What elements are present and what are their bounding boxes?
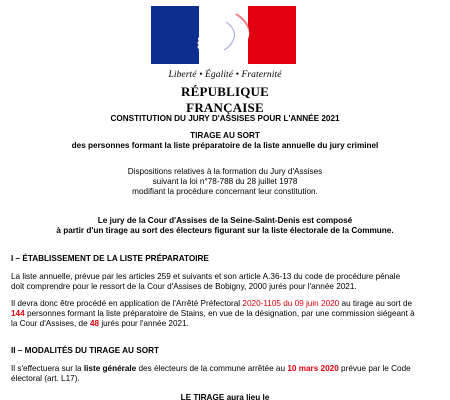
- subtitle-description: des personnes formant la liste préparatoire de la liste annuelle du jury criminel: [71, 141, 379, 150]
- section-2-heading: II – MODALITÉS DU TIRAGE AU SORT: [11, 346, 159, 355]
- subtitle-tirage: TIRAGE AU SORT: [190, 131, 260, 140]
- section-1-paragraph-2-line-1: Il devra donc être procédé en application de l'Arrêté Préfectoral 2020-1105 du 09 juin 2020 au tirage au sort de: [11, 299, 413, 308]
- arrete-reference: 2020-1105 du 09 juin 2020: [242, 299, 340, 308]
- republique-francaise-title: RÉPUBLIQUE FRANÇAISE: [181, 84, 269, 115]
- jures-count: 48: [89, 319, 100, 328]
- marianne-profile-icon: [174, 6, 266, 64]
- section-1-paragraph-2-line-3: la Cour d'Assises, de 48 jurés pour l'année 2021.: [11, 319, 189, 328]
- motto: Liberté • Égalité • Fraternité: [168, 70, 282, 80]
- document-title: CONSTITUTION DU JURY D'ASSISES POUR L'ANNÉE 2021: [110, 114, 340, 123]
- dispositions-line-1: Dispositions relatives à la formation du Jury d'Assises: [127, 167, 323, 176]
- republique-francaise-logo: [146, 6, 304, 115]
- tirage-date-line: LE TIRAGE aura lieu le: [180, 393, 270, 400]
- section-1-paragraph-2-line-2: 144 personnes formant la liste préparatoire de Stains, en vue de la désignation, par une commission siégeant à: [11, 309, 415, 318]
- dispositions-line-3: modifiant la procédure concernant leur constitution.: [132, 187, 318, 196]
- list-date: 10 mars 2020: [287, 364, 339, 373]
- section-1-paragraph-1-line-2: doit comprendre pour le ressort de la Cour d'Assises de Bobigny, 2000 jurés pour l'année 2021.: [11, 282, 357, 291]
- dispositions-line-2: suivant la loi n°78-788 du 28 juillet 1978: [152, 177, 298, 186]
- section-1-heading: I – ÉTABLISSEMENT DE LA LISTE PRÉPARATOIRE: [11, 254, 209, 263]
- intro-line-1: Le jury de la Cour d'Assises de la Seine-Saint-Denis est composé: [97, 216, 353, 225]
- section-2-paragraph-line-2: électoral (art. L17).: [11, 374, 80, 383]
- intro-line-2: à partir d'un tirage au sort des électeurs figurant sur la liste électorale de la Commune.: [56, 226, 394, 235]
- persons-count: 144: [11, 309, 25, 318]
- section-1-paragraph-1-line-1: La liste annuelle, prévue par les articles 259 et suivants et son article A.36-13 du code de procédure pénale: [11, 272, 401, 281]
- section-2-paragraph-line-1: Il s'effectuera sur la liste générale des électeurs de la commune arrêtée au 10 mars 2020 prévue par le Code: [11, 364, 411, 373]
